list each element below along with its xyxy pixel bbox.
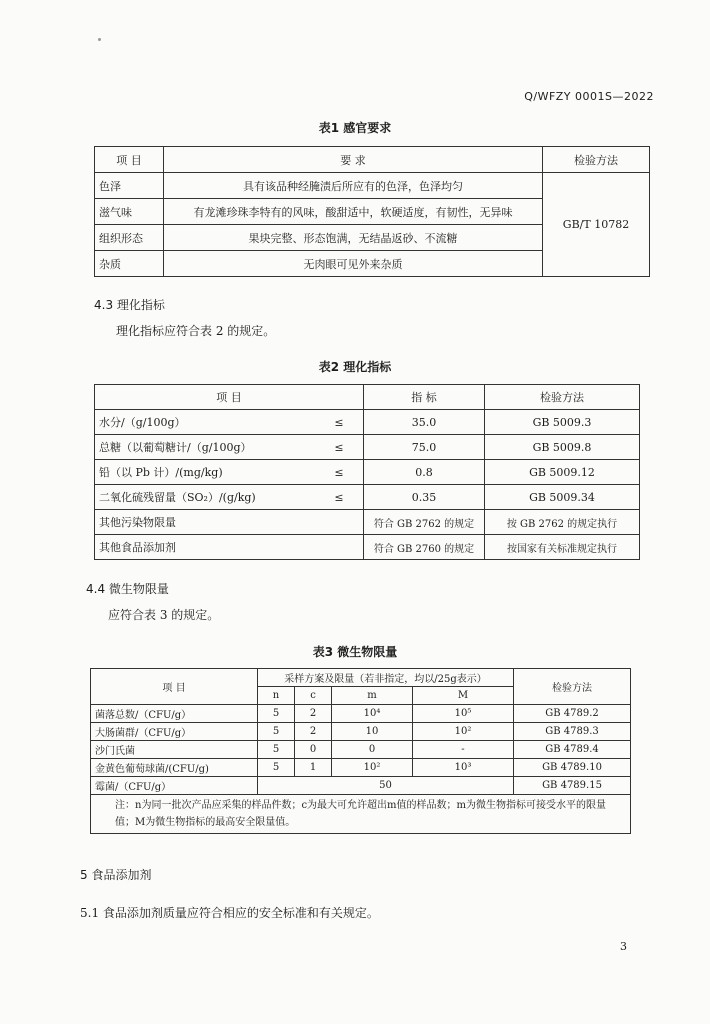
t3-n: 5 — [258, 741, 295, 759]
t2-value: 0.35 — [364, 485, 485, 510]
t3-c: 2 — [295, 723, 332, 741]
t2-op: ≤ — [315, 435, 364, 460]
t2-item: 铅（以 Pb 计）/(mg/kg) — [95, 460, 316, 485]
t3-M: 10³ — [413, 759, 514, 777]
t2-item: 其他污染物限量 — [95, 510, 364, 535]
t3-note: 注：n为同一批次产品应采集的样品件数；c为最大可允许超出m值的样品数；m为微生物指标可接受水平的限量值；M为微生物指标的最高安全限量值。 — [91, 795, 631, 834]
t2-op: ≤ — [315, 460, 364, 485]
t2-value: 符合 GB 2762 的规定 — [364, 510, 485, 535]
t3-n: 5 — [258, 759, 295, 777]
t2-method: 按 GB 2762 的规定执行 — [485, 510, 640, 535]
t3-m: 10⁴ — [332, 705, 413, 723]
t3-header-plan: 采样方案及限量（若非指定，均以/25g表示） — [258, 669, 514, 687]
t1-header-method: 检验方法 — [543, 147, 650, 173]
table2-caption: 表2 理化指标 — [318, 360, 392, 374]
section-4-4-title: 4.4 微生物限量 — [86, 582, 169, 596]
t3-m: 10 — [332, 723, 413, 741]
t1-item: 组织形态 — [95, 225, 164, 251]
t3-method: GB 4789.2 — [514, 705, 631, 723]
t1-req: 无肉眼可见外来杂质 — [164, 251, 543, 277]
t3-item: 金黄色葡萄球菌/(CFU/g) — [91, 759, 258, 777]
standard-number: Q/WFZY 0001S—2022 — [524, 90, 654, 103]
t2-header-value: 指 标 — [364, 385, 485, 410]
t1-item: 杂质 — [95, 251, 164, 277]
t2-item: 水分/（g/100g） — [95, 410, 316, 435]
t2-item: 总糖（以葡萄糖计/（g/100g） — [95, 435, 316, 460]
t3-n: 5 — [258, 705, 295, 723]
t3-mold-item: 霉菌/（CFU/g） — [91, 777, 258, 795]
t3-item: 沙门氏菌 — [91, 741, 258, 759]
physchem-table — [94, 384, 640, 560]
t2-method: 按国家有关标准规定执行 — [485, 535, 640, 560]
scan-speck — [98, 38, 101, 41]
t3-item: 大肠菌群/（CFU/g） — [91, 723, 258, 741]
section-5-1-text: 5.1 食品添加剂质量应符合相应的安全标准和有关规定。 — [80, 906, 379, 920]
t2-method: GB 5009.12 — [485, 460, 640, 485]
t3-m: 0 — [332, 741, 413, 759]
t3-item: 菌落总数/（CFU/g） — [91, 705, 258, 723]
t1-method: GB/T 10782 — [543, 173, 650, 277]
t2-op: ≤ — [315, 485, 364, 510]
t1-req: 具有该品种经腌渍后所应有的色泽，色泽均匀 — [164, 173, 543, 199]
t3-mold-method: GB 4789.15 — [514, 777, 631, 795]
t1-header-item: 项 目 — [95, 147, 164, 173]
t1-header-req: 要 求 — [164, 147, 543, 173]
section-4-4-text: 应符合表 3 的规定。 — [108, 608, 220, 622]
section-4-3-title: 4.3 理化指标 — [94, 298, 165, 312]
t3-header-method: 检验方法 — [514, 669, 631, 705]
t2-value: 35.0 — [364, 410, 485, 435]
t3-method: GB 4789.4 — [514, 741, 631, 759]
t2-header-item: 项 目 — [95, 385, 364, 410]
t3-sub-m: m — [332, 687, 413, 705]
t3-sub-c: c — [295, 687, 332, 705]
t3-sub-n: n — [258, 687, 295, 705]
t3-method: GB 4789.10 — [514, 759, 631, 777]
t2-value: 75.0 — [364, 435, 485, 460]
t3-mold-value: 50 — [258, 777, 514, 795]
t3-sub-M: M — [413, 687, 514, 705]
t2-item: 二氧化硫残留量（SO₂）/(g/kg) — [95, 485, 316, 510]
t3-M: 10⁵ — [413, 705, 514, 723]
t1-req: 有龙滩珍珠李特有的风味，酸甜适中，软硬适度，有韧性，无异味 — [164, 199, 543, 225]
page-number: 3 — [620, 940, 627, 953]
section-4-3-text: 理化指标应符合表 2 的规定。 — [116, 324, 276, 338]
t2-op: ≤ — [315, 410, 364, 435]
microbe-table — [90, 668, 631, 834]
sensory-table — [94, 146, 650, 277]
t2-method: GB 5009.8 — [485, 435, 640, 460]
t3-c: 1 — [295, 759, 332, 777]
t3-n: 5 — [258, 723, 295, 741]
t3-m: 10² — [332, 759, 413, 777]
t2-item: 其他食品添加剂 — [95, 535, 364, 560]
t2-method: GB 5009.34 — [485, 485, 640, 510]
t1-item: 滋气味 — [95, 199, 164, 225]
t3-c: 0 — [295, 741, 332, 759]
t1-item: 色泽 — [95, 173, 164, 199]
t3-M: - — [413, 741, 514, 759]
section-5-title: 5 食品添加剂 — [80, 868, 152, 882]
t3-method: GB 4789.3 — [514, 723, 631, 741]
t1-req: 果块完整、形态饱满，无结晶返砂、不流糖 — [164, 225, 543, 251]
t2-header-method: 检验方法 — [485, 385, 640, 410]
t2-method: GB 5009.3 — [485, 410, 640, 435]
t2-value: 符合 GB 2760 的规定 — [364, 535, 485, 560]
table1-caption: 表1 感官要求 — [318, 121, 392, 135]
t3-header-item: 项 目 — [91, 669, 258, 705]
t3-c: 2 — [295, 705, 332, 723]
t3-M: 10² — [413, 723, 514, 741]
table3-caption: 表3 微生物限量 — [312, 645, 398, 659]
t2-value: 0.8 — [364, 460, 485, 485]
